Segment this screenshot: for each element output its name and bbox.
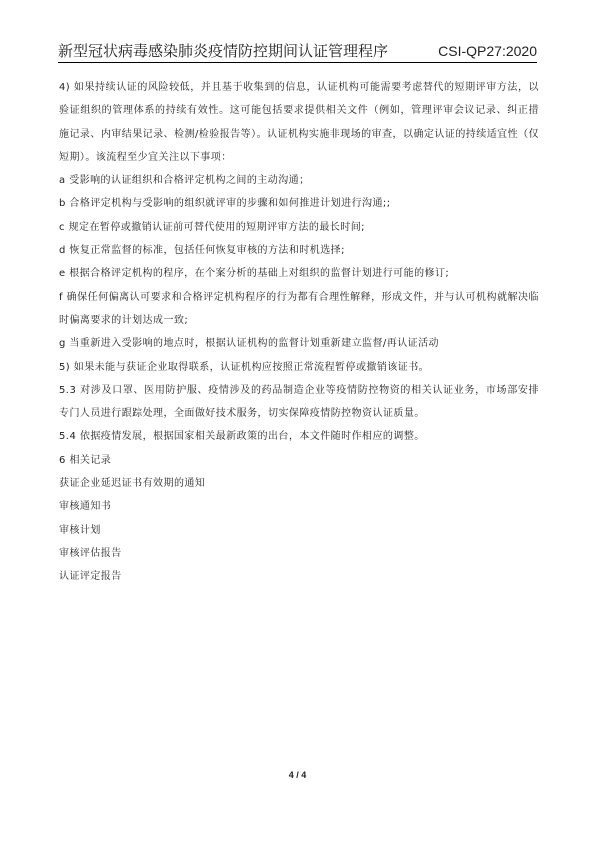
document-title: 新型冠状病毒感染肺炎疫情防控期间认证管理程序 xyxy=(58,42,389,60)
list-item-a: a 受影响的认证组织和合格评定机构之间的主动沟通； xyxy=(59,175,310,187)
list-item-f: f 确保任何偏离认可要求和合格评定机构程序的行为都有合理性解释，形成文件，并与认可机构就解决临时偏离要求的计划达成一致; xyxy=(59,291,539,326)
document-body xyxy=(59,76,539,589)
page-number: 4 / 4 xyxy=(288,770,307,780)
list-item-b: b 合格评定机构与受影响的组织就评审的步骤和如何推进计划进行沟通;; xyxy=(59,198,391,210)
document-code: CSI-QP27:2020 xyxy=(438,43,537,59)
record-item: 认证评定报告 xyxy=(59,571,122,583)
record-item: 审核通知书 xyxy=(59,501,112,513)
list-item-c: c 规定在暂停或撤销认证前可替代使用的短期评审方法的最长时间; xyxy=(59,221,365,233)
paragraph-5: 5) 如果未能与获证企业取得联系，认证机构应按照正常流程暂停或撤销该证书。 xyxy=(59,361,430,373)
record-item: 获证企业延迟证书有效期的通知 xyxy=(59,478,206,490)
section-5-3: 5.3 对涉及口罩、医用防护服、疫情涉及的药品制造企业等疫情防控物资的相关认证业务，市场部安排专门人员进行跟踪处理，全面做好技术服务，切实保障疫情防控物资认证质量。 xyxy=(59,384,539,420)
record-item: 审核计划 xyxy=(59,524,101,536)
section-5-4: 5.4 依据疫情发展，根据国家相关最新政策的出台，本文件随时作相应的调整。 xyxy=(59,431,425,443)
record-item: 审核评估报告 xyxy=(59,547,122,559)
page-header xyxy=(58,36,537,63)
list-item-e: e 根据合格评定机构的程序，在个案分析的基础上对组织的监督计划进行可能的修订; xyxy=(59,268,450,280)
list-item-d: d 恢复正常监督的标准，包括任何恢复审核的方法和时机选择; xyxy=(59,245,345,257)
section-6-heading: 6 相关记录 xyxy=(59,454,112,466)
paragraph-4: 4) 如果持续认证的风险较低，并且基于收集到的信息，认证机构可能需要考虑替代的短期评审方法，以验证组织的管理体系的持续有效性。这可能包括要求提供相关文件（例如，管理评审会议记录、纠正措施记录、内审结果记录、检测/检验报告等）。认证机构实施非现场的审查，以确定认证的持续适宜性（仅短期）。该流程至少宜关注以下事项： xyxy=(59,82,539,163)
list-item-g: g 当重新进入受影响的地点时，根据认证机构的监督计划重新建立监督/再认证活动 xyxy=(59,338,439,350)
